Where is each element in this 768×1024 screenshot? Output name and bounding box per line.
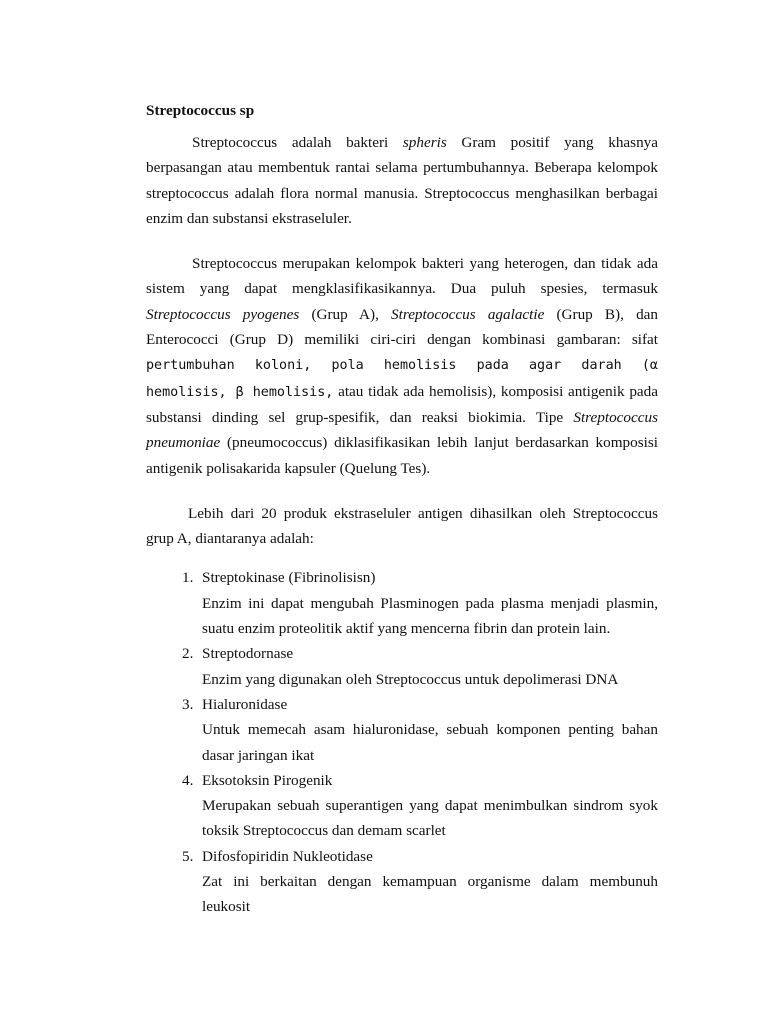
list-item-number: 2. — [182, 645, 194, 663]
list-item — [146, 692, 658, 768]
list-item-number: 4. — [182, 771, 194, 789]
list-item-description: Enzim yang digunakan oleh Streptococcus untuk depolimerasi DNA — [202, 670, 619, 688]
paragraph-text: Streptococcus adalah bakteri — [192, 134, 403, 151]
list-item-heading: Eksotoksin Pirogenik — [202, 771, 333, 789]
list-item — [146, 641, 658, 692]
list-item — [146, 768, 658, 844]
italic-term: spheris — [402, 134, 447, 151]
list-item-description: Enzim ini dapat mengubah Plasminogen pada plasma menjadi plasmin, suatu enzim proteolitik aktif yang mencerna fibrin dan protein lain. — [202, 594, 658, 638]
paragraph-text: Streptococcus merupakan kelompok bakteri yang heterogen, dan tidak ada sistem yang dapat mengklasifikasikannya. Dua puluh spesies, termasuk — [146, 255, 658, 298]
italic-term: Streptococcus pneumoniae — [146, 408, 658, 452]
list-item-heading: Difosfopiridin Nukleotidase — [202, 847, 373, 865]
product-list — [146, 565, 658, 919]
list-item-heading: Hialuronidase — [202, 695, 288, 713]
list-item-description: Zat ini berkaitan dengan kemampuan organisme dalam membunuh leukosit — [202, 873, 658, 916]
paragraph-text: (Grup A), — [299, 305, 392, 323]
list-item-description: Merupakan sebuah superantigen yang dapat menimbulkan sindrom syok toksik Streptococcus dan demam scarlet — [202, 797, 658, 840]
paragraph-text: Lebih dari 20 produk ekstraseluler antigen dihasilkan oleh Streptococcus grup A, diantaranya adalah: — [146, 504, 658, 548]
paragraph-1 — [146, 130, 658, 231]
list-item-heading: Streptokinase (Fibrinolisisn) — [202, 569, 376, 587]
paragraph-2 — [146, 251, 658, 481]
list-item — [146, 844, 658, 920]
document-body — [146, 98, 658, 920]
list-item-description: Untuk memecah asam hialuronidase, sebuah komponen penting bahan dasar jaringan ikat — [202, 721, 658, 764]
paragraph-3 — [146, 501, 658, 552]
list-item-number: 1. — [182, 569, 194, 587]
italic-term: Streptococcus agalactie — [391, 305, 545, 323]
paragraph-text: atau tidak ada hemolisis), komposisi antigenik pada substansi dinding sel grup-spesifik, dan reaksi biokimia. Tipe — [146, 382, 658, 426]
list-item-number: 3. — [182, 695, 194, 713]
paragraph-text: Gram positif yang khasnya berpasangan atau membentuk rantai selama pertumbuhannya. Beberapa kelompok streptococcus adalah flora normal manusia. Streptococcus menghasilkan berbagai enzim dan substansi ekstraseluler. — [146, 134, 658, 227]
list-item-number: 5. — [182, 847, 194, 865]
list-item-heading: Streptodornase — [202, 645, 294, 663]
paragraph-text: (Grup B), dan Enterococci (Grup D) memiliki ciri-ciri dengan kombinasi gambaran: sifat — [146, 305, 658, 349]
italic-term: Streptococcus pyogenes — [146, 305, 300, 323]
paragraph-text: (pneumococcus) diklasifikasikan lebih lanjut berdasarkan komposisi antigenik polisakarida kapsuler (Quelung Tes). — [146, 434, 658, 477]
list-item — [146, 565, 658, 641]
document-title: Streptococcus sp — [146, 102, 255, 119]
paragraph-text: pertumbuhan koloni, pola hemolisis pada agar darah (α hemolisis, β hemolisis, — [146, 358, 658, 400]
